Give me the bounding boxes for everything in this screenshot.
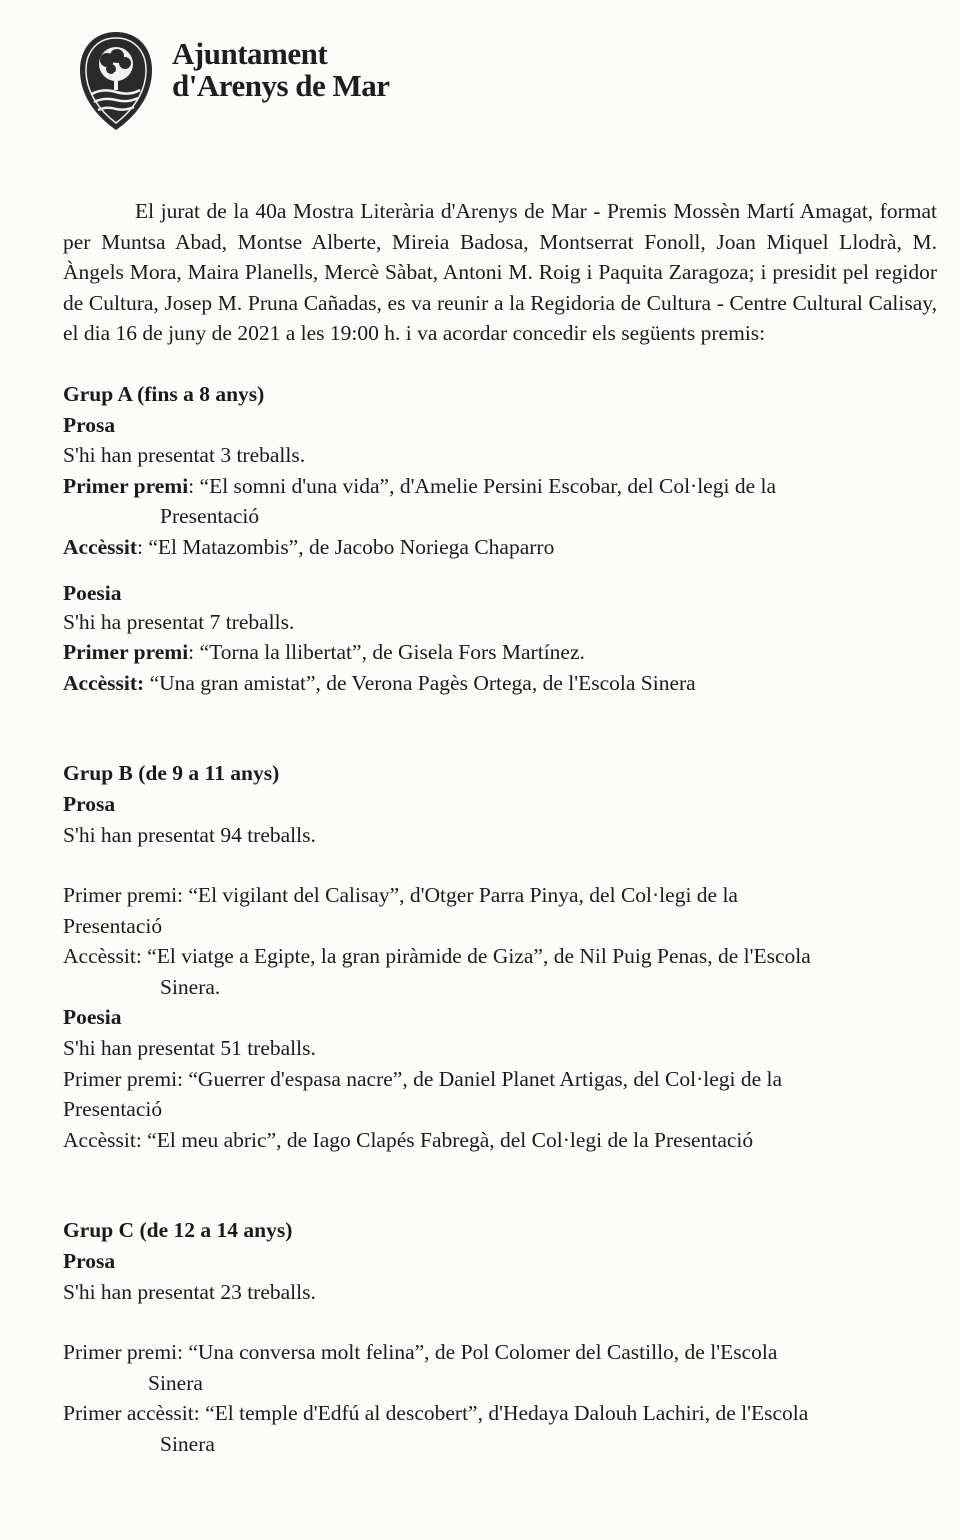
group-b-prosa-accessit-cont: Sinera.: [160, 974, 221, 999]
document-body: [63, 196, 937, 1460]
accessit-label: Accèssit:: [63, 670, 145, 695]
group-b-prosa-label: Prosa: [63, 791, 116, 816]
group-b-poesia-first-prize: Primer premi: “Guerrer d'espasa nacre”, de Daniel Planet Artigas, del Col·legi de la: [63, 1066, 783, 1091]
group-b-poesia-first-prize-cont: Presentació: [63, 1097, 163, 1122]
group-a-prosa-accessit: [63, 532, 937, 563]
first-prize-label: Primer premi: [63, 473, 189, 498]
group-c-prosa-count: S'hi han presentat 23 treballs.: [63, 1279, 316, 1304]
group-a-poesia-count: S'hi ha presentat 7 treballs.: [63, 609, 295, 634]
group-c-title: Grup C (de 12 a 14 anys): [63, 1218, 293, 1243]
accessit-text: “Una gran amistat”, de Verona Pagès Ortega, de l'Escola Sinera: [144, 670, 696, 695]
group-b-prosa-count: S'hi han presentat 94 treballs.: [63, 822, 316, 847]
group-a-prosa-first-prize: [63, 471, 937, 502]
group-b-prosa-accessit: Accèssit: “El viatge a Egipte, la gran piràmide de Giza”, de Nil Puig Penas, de l'Escola: [63, 944, 811, 969]
group-b-title: Grup B (de 9 a 11 anys): [63, 761, 280, 786]
group-a-prosa-count: S'hi han presentat 3 treballs.: [63, 443, 306, 468]
accessit-text: : “El Matazombis”, de Jacobo Noriega Chaparro: [137, 534, 555, 559]
group-b-poesia-count: S'hi han presentat 51 treballs.: [63, 1036, 316, 1061]
group-a-poesia-first-prize: [63, 637, 937, 668]
group-b-poesia-accessit: Accèssit: “El meu abric”, de Iago Clapés Fabregà, del Col·legi de la Presentació: [63, 1127, 754, 1152]
group-c-prosa-label: Prosa: [63, 1249, 116, 1274]
org-line-2: d'Arenys de Mar: [172, 68, 390, 103]
first-prize-text: : “El somni d'una vida”, d'Amelie Persini Escobar, del Col·legi de la: [188, 473, 777, 498]
first-prize-label: Primer premi: [63, 640, 189, 665]
organization-name: [172, 38, 390, 102]
accessit-label: Accèssit: [63, 534, 138, 559]
group-b-prosa-first-prize-cont: Presentació: [63, 913, 163, 938]
group-c-prosa-accessit-cont: Sinera: [160, 1432, 215, 1456]
group-a-title: Grup A (fins a 8 anys): [63, 381, 265, 406]
group-a-prosa-first-prize-cont: Presentació: [160, 504, 260, 529]
group-c-prosa-first-prize: Primer premi: “Una conversa molt felina”, de Pol Colomer del Castillo, de l'Escola: [63, 1340, 778, 1365]
intro-paragraph: El jurat de la 40a Mostra Literària d'Arenys de Mar - Premis Mossèn Martí Amagat, format per Muntsa Abad, Montse Alberte, Mireia Badosa, Montserrat Fonoll, Joan Miquel Llodrà, M. Àngels Mora, Maira Planells, Mercè Sàbat, Antoni M. Roig i Paquita Zaragoza; i presidit pel regidor de Cultura, Josep M. Pruna Cañadas, es va reunir a la Regidoria de Cultura - Centre Cultural Calisay, el dia 16 de juny de 2021 a les 19:00 h. i va acordar concedir els següents premis:: [63, 199, 937, 346]
group-b-poesia-label: Poesia: [63, 1005, 122, 1030]
group-a-poesia-accessit: [63, 668, 937, 699]
group-c-prosa-first-prize-cont: Sinera: [148, 1370, 203, 1395]
group-c-prosa-accessit: Primer accèssit: “El temple d'Edfú al descobert”, d'Hedaya Dalouh Lachiri, de l'Escola: [63, 1401, 809, 1426]
group-a-poesia-label: Poesia: [63, 580, 122, 605]
group-a-prosa-label: Prosa: [63, 412, 116, 437]
municipal-seal-icon: [78, 30, 154, 134]
first-prize-text: : “Torna la llibertat”, de Gisela Fors Martínez.: [188, 640, 585, 665]
org-line-1: Ajuntament: [172, 36, 328, 71]
group-b-prosa-first-prize: Primer premi: “El vigilant del Calisay”, d'Otger Parra Pinya, del Col·legi de la: [63, 883, 738, 908]
